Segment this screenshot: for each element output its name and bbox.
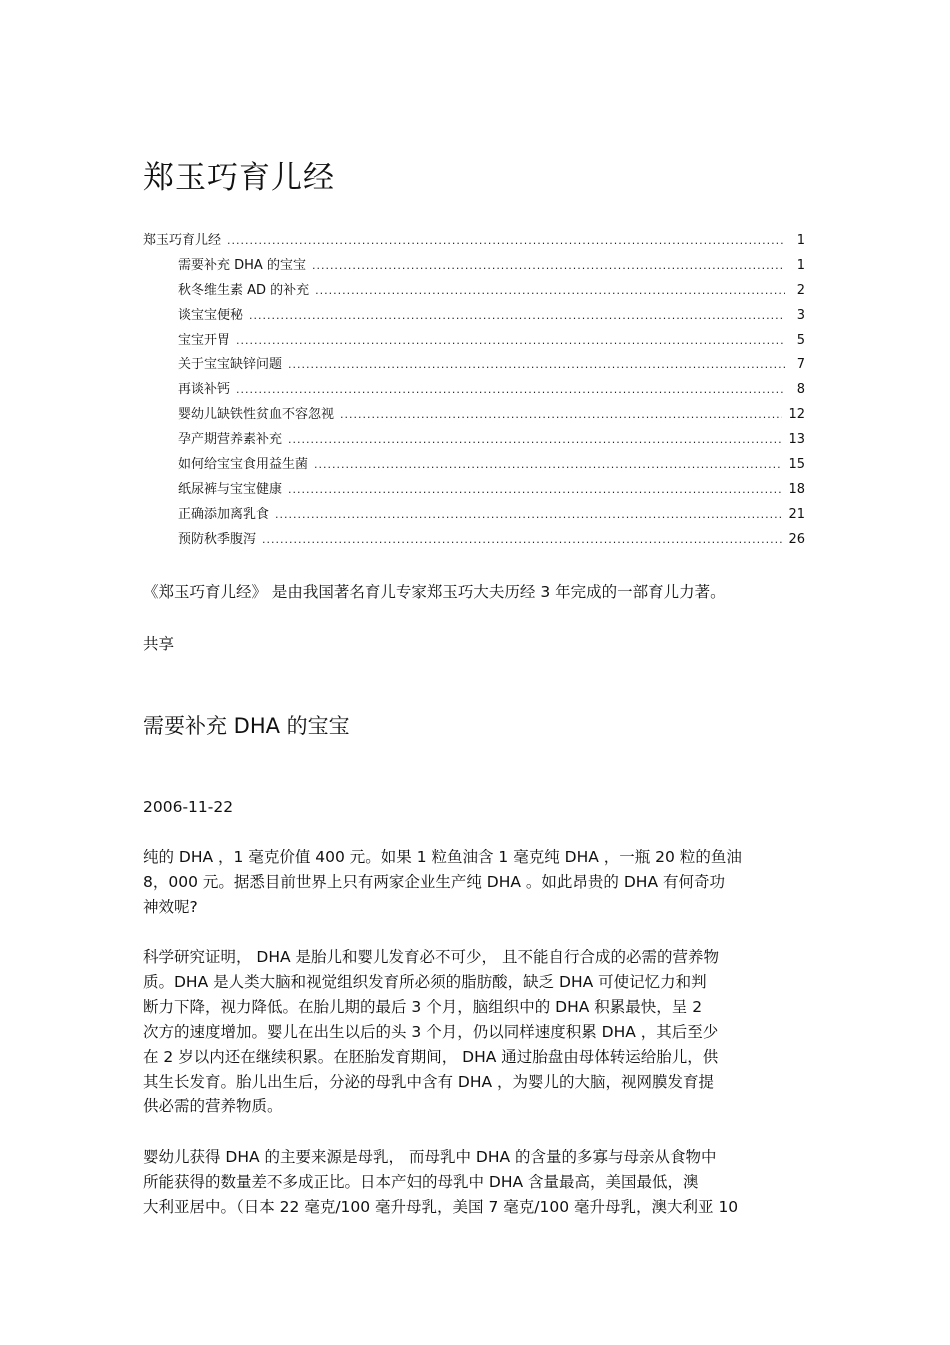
toc-leader-dots bbox=[288, 358, 785, 373]
toc-item[interactable] bbox=[143, 329, 805, 354]
toc-item-label: 宝宝开胃 bbox=[178, 332, 231, 348]
toc-item-label: 郑玉巧育儿经 bbox=[143, 233, 222, 248]
section-title: 需要补充 DHA 的宝宝 bbox=[143, 714, 350, 738]
toc-item-page: 2 bbox=[796, 282, 805, 298]
toc-leader-dots bbox=[236, 334, 785, 349]
paragraph-line: 8，000 元。据悉目前世界上只有两家企业生产纯 DHA 。如此昂贵的 DHA 有何奇功 bbox=[143, 872, 725, 891]
toc-item[interactable] bbox=[143, 304, 805, 329]
toc-item-label: 孕产期营养素补充 bbox=[178, 432, 283, 448]
toc-item[interactable] bbox=[143, 279, 805, 304]
toc-item-page: 8 bbox=[796, 382, 805, 398]
toc-leader-dots bbox=[312, 259, 785, 274]
paragraph-line: 神效呢? bbox=[143, 897, 198, 916]
toc-leader-dots bbox=[249, 309, 785, 324]
toc-item-label: 预防秋季腹泻 bbox=[178, 531, 257, 547]
share-label: 共享 bbox=[143, 635, 175, 653]
toc-item-page: 1 bbox=[796, 257, 805, 273]
paragraph-line: 纯的 DHA ，1 毫克价值 400 元。如果 1 粒鱼油含 1 毫克纯 DHA ，一瓶 20 粒的鱼油 bbox=[143, 848, 742, 866]
document-title: 郑玉巧育儿经 bbox=[143, 160, 335, 196]
toc-item[interactable] bbox=[143, 478, 805, 503]
toc-item[interactable] bbox=[143, 528, 805, 553]
toc-item-label: 谈宝宝便秘 bbox=[178, 307, 244, 323]
toc-item[interactable] bbox=[143, 403, 805, 428]
toc-item-page: 18 bbox=[788, 481, 805, 497]
toc-leader-dots bbox=[288, 483, 782, 498]
toc-item-page: 3 bbox=[796, 307, 805, 323]
toc-leader-dots bbox=[314, 458, 782, 473]
table-of-contents bbox=[143, 229, 805, 553]
toc-item-page: 26 bbox=[788, 531, 805, 547]
toc-leader-dots bbox=[227, 234, 785, 249]
toc-leader-dots bbox=[236, 383, 785, 398]
toc-item-label: 关于宝宝缺锌问题 bbox=[178, 357, 283, 373]
toc-item-page: 15 bbox=[788, 457, 805, 473]
paragraph-line: 所能获得的数量差不多成正比。日本产妇的母乳中 DHA 含量最高，美国最低，澳 bbox=[143, 1172, 699, 1191]
toc-leader-dots bbox=[275, 508, 782, 523]
paragraph-line: 质。DHA 是人类大脑和视觉组织发育所必须的脂肪酸，缺乏 DHA 可使记忆力和判 bbox=[143, 972, 707, 991]
publish-date: 2006-11-22 bbox=[143, 798, 234, 816]
toc-item-page: 7 bbox=[796, 357, 805, 373]
paragraph-line: 在 2 岁以内还在继续积累。在胚胎发育期间， DHA 通过胎盘由母体转运给胎儿，供 bbox=[143, 1047, 719, 1066]
toc-item[interactable] bbox=[143, 229, 805, 254]
toc-item[interactable] bbox=[143, 503, 805, 528]
toc-item-label: 秋冬维生素 AD 的补充 bbox=[178, 282, 310, 298]
toc-item-page: 5 bbox=[796, 332, 805, 348]
toc-item-page: 13 bbox=[788, 432, 805, 448]
paragraph-line: 大利亚居中。（日本 22 毫克/100 毫升母乳，美国 7 毫克/100 毫升母乳，澳大利亚 10 bbox=[143, 1197, 739, 1216]
paragraph-line: 科学研究证明， DHA 是胎儿和婴儿发育必不可少， 且不能自行合成的必需的营养物 bbox=[143, 948, 719, 966]
toc-item-label: 如何给宝宝食用益生菌 bbox=[178, 457, 309, 473]
intro-text: 《郑玉巧育儿经》 是由我国著名育儿专家郑玉巧大夫历经 3 年完成的一部育儿力著。 bbox=[143, 583, 726, 601]
paragraph bbox=[143, 845, 808, 920]
toc-item-label: 再谈补钙 bbox=[178, 382, 231, 398]
paragraph-line: 其生长发育。胎儿出生后，分泌的母乳中含有 DHA ，为婴儿的大脑，视网膜发育提 bbox=[143, 1072, 715, 1091]
paragraph-line: 断力下降，视力降低。在胎儿期的最后 3 个月，脑组织中的 DHA 积累最快，呈 2 bbox=[143, 997, 703, 1016]
toc-item[interactable] bbox=[143, 254, 805, 279]
toc-leader-dots bbox=[288, 433, 782, 448]
toc-item-page: 1 bbox=[796, 233, 805, 248]
toc-item-label: 纸尿裤与宝宝健康 bbox=[178, 481, 283, 497]
toc-item[interactable] bbox=[143, 453, 805, 478]
paragraph bbox=[143, 945, 808, 1119]
toc-item-label: 婴幼儿缺铁性贫血不容忽视 bbox=[178, 407, 335, 423]
toc-leader-dots bbox=[340, 408, 782, 423]
toc-item[interactable] bbox=[143, 428, 805, 453]
toc-item[interactable] bbox=[143, 378, 805, 403]
toc-leader-dots bbox=[315, 284, 785, 299]
toc-item-page: 21 bbox=[788, 506, 805, 522]
toc-item-label: 正确添加离乳食 bbox=[178, 506, 270, 522]
paragraph-line: 次方的速度增加。婴儿在出生以后的头 3 个月，仍以同样速度积累 DHA ，其后至少 bbox=[143, 1022, 719, 1041]
toc-leader-dots bbox=[262, 533, 782, 548]
paragraph bbox=[143, 1145, 808, 1220]
paragraph-line: 婴幼儿获得 DHA 的主要来源是母乳， 而母乳中 DHA 的含量的多寡与母亲从食物中 bbox=[143, 1148, 717, 1166]
toc-item-page: 12 bbox=[788, 407, 805, 423]
toc-item[interactable] bbox=[143, 353, 805, 378]
toc-item-label: 需要补充 DHA 的宝宝 bbox=[178, 257, 306, 273]
paragraph-line: 供必需的营养物质。 bbox=[143, 1097, 283, 1116]
